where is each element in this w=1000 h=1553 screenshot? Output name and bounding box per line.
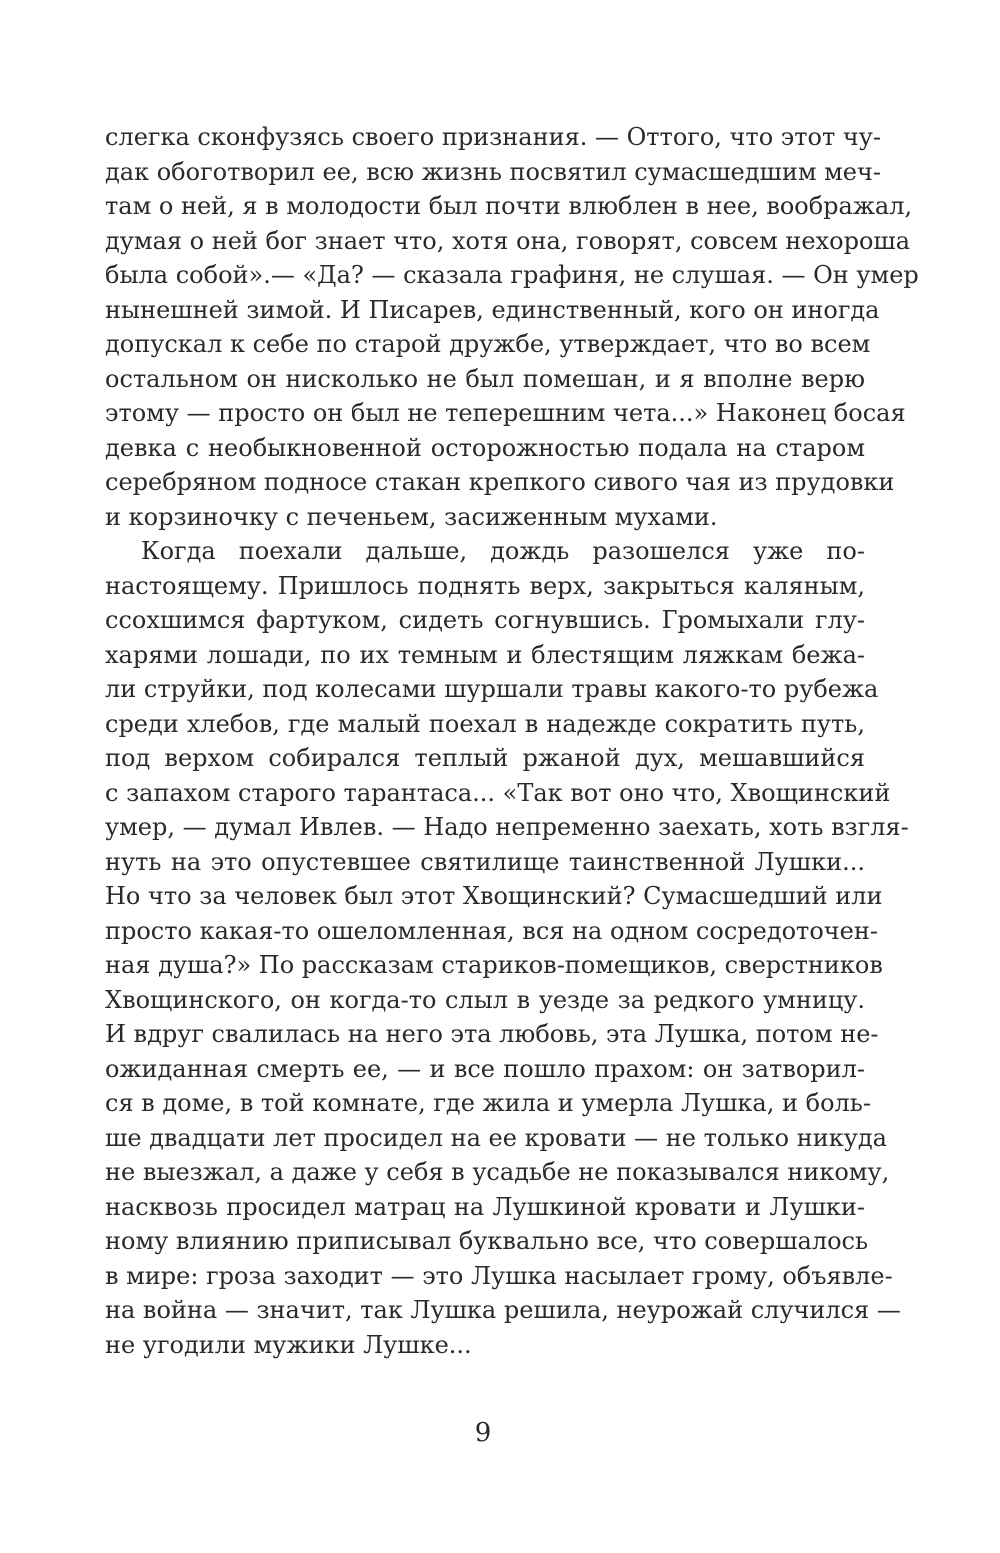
text-line: под верхом собирался теплый ржаной дух, мешавшийся — [105, 744, 865, 772]
text-line: остальном он нисколько не был помешан, и я вполне верю — [105, 364, 865, 393]
text-line: допускал к себе по старой дружбе, утверждает, что во всем — [105, 330, 871, 358]
text-line: умер, — думал Ивлев. — Надо непременно заехать, хоть взгля- — [105, 813, 909, 841]
text-line: ссохшимся фартуком, сидеть согнувшись. Громыхали глу- — [105, 606, 865, 634]
text-line: на война — значит, так Лушка решила, неурожай случился — — [105, 1296, 901, 1324]
text-line: и корзиночку с печеньем, засиженным мухами. — [105, 502, 718, 531]
text-line: харями лошади, по их темным и блестящим ляжкам бежа- — [105, 640, 865, 669]
text-line: нуть на это опустевшее святилище таинственной Лушки... — [105, 847, 865, 876]
body-text — [105, 120, 919, 1362]
text-line: настоящему. Пришлось поднять верх, закрыться каляным, — [105, 571, 865, 600]
text-line: была собой».— «Да? — сказала графиня, не слушая. — Он умер — [105, 261, 919, 289]
text-line: Когда поехали дальше, дождь разошелся уже по- — [141, 537, 865, 565]
text-line: ся в доме, в той комнате, где жила и умерла Лушка, и боль- — [105, 1089, 871, 1117]
text-line: И вдруг свалилась на него эта любовь, эта Лушка, потом не- — [105, 1020, 879, 1048]
text-line: там о ней, я в молодости был почти влюблен в нее, воображал, — [105, 192, 913, 220]
text-line: Хвощинского, он когда-то слыл в уезде за редкого умницу. — [105, 985, 865, 1014]
text-line: среди хлебов, где малый поехал в надежде сократить путь, — [105, 709, 865, 738]
text-line: ли струйки, под колесами шуршали травы какого-то рубежа — [105, 675, 879, 703]
text-line: нынешней зимой. И Писарев, единственный, кого он иногда — [105, 295, 880, 324]
text-line: в мире: гроза заходит — это Лушка насылает грому, объявле- — [105, 1261, 893, 1290]
text-line: ному влиянию приписывал буквально все, что совершалось — [105, 1227, 869, 1255]
text-line: просто какая-то ошеломленная, вся на одном сосредоточен- — [105, 916, 878, 945]
text-line: ожиданная смерть ее, — и все пошло прахом: он затворил- — [105, 1054, 865, 1083]
text-line: насквозь просидел матрац на Лушкиной кровати и Лушки- — [105, 1192, 865, 1221]
text-line: слегка сконфузясь своего признания. — Оттого, что этот чу- — [105, 123, 881, 151]
text-line: ная душа?» По рассказам стариков-помещиков, сверстников — [105, 951, 883, 979]
text-line: дак обоготворил ее, всю жизнь посвятил сумасшедшим меч- — [105, 157, 881, 186]
page-number: 9 — [474, 1418, 492, 1448]
text-line: с запахом старого тарантаса... «Так вот оно что, Хвощинский — [105, 778, 891, 807]
text-line: Но что за человек был этот Хвощинский? Сумасшедший или — [105, 882, 883, 910]
text-line: серебряном подносе стакан крепкого сивого чая из прудовки — [105, 468, 895, 496]
text-line: девка с необыкновенной осторожностью подала на старом — [105, 433, 865, 462]
text-line: не выезжал, а даже у себя в усадьбе не показывался никому, — [105, 1158, 890, 1186]
text-line: этому — просто он был не теперешним чета...» Наконец босая — [105, 399, 906, 427]
text-line: думая о ней бог знает что, хотя она, говорят, совсем нехороша — [105, 226, 911, 255]
text-line: не угодили мужики Лушке... — [105, 1330, 472, 1359]
text-line: ше двадцати лет просидел на ее кровати — не только никуда — [105, 1123, 887, 1152]
